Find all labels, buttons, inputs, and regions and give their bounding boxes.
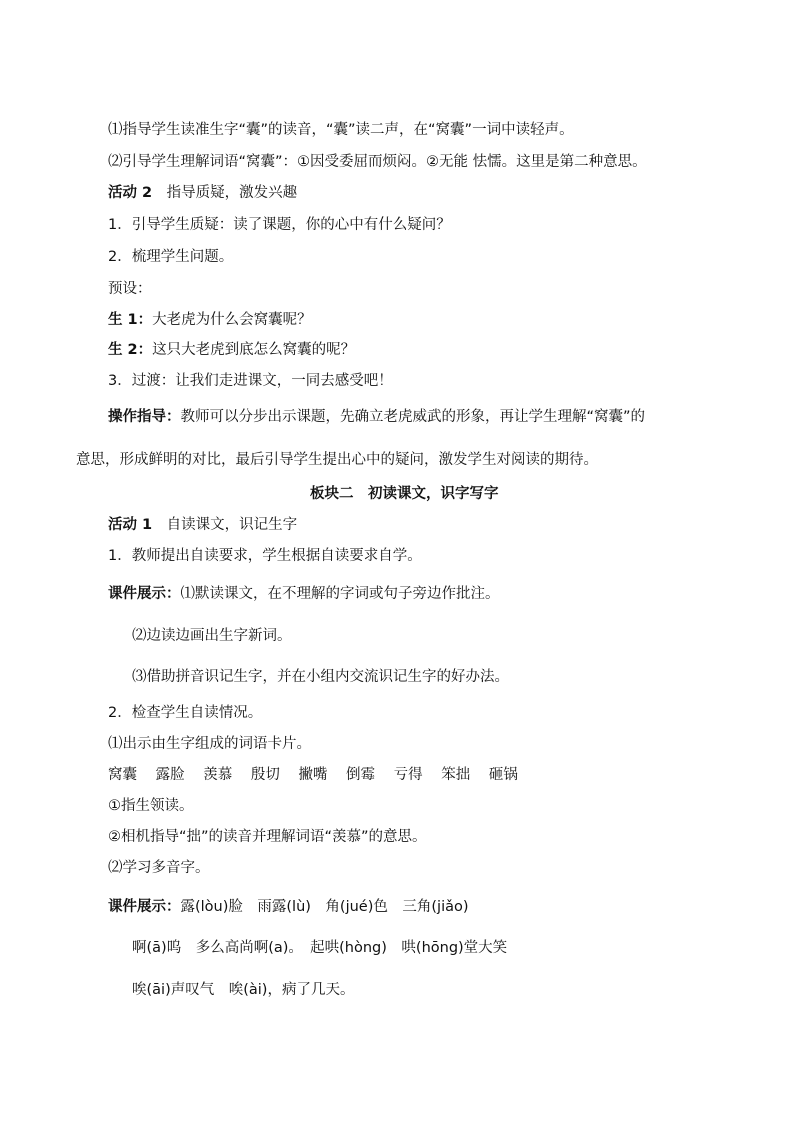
word-card: 殷切 <box>250 767 280 783</box>
text-line: ⑴指导学生读准生字“囊”的读音，“囊”读二声，在“窝囊”一词中读轻声。 <box>108 122 574 138</box>
text-line: ⑵学习多音字。 <box>108 860 210 876</box>
activity-heading <box>108 515 297 535</box>
word-card: 撇嘴 <box>298 767 328 783</box>
text-line: ①指生领读。 <box>108 798 194 814</box>
activity-title: 自读课文，识记生字 <box>152 517 298 533</box>
activity-label: 活动 2 <box>108 185 153 201</box>
question-text: 这只大老虎到底怎么窝囊的呢？ <box>152 342 356 358</box>
word-card: 笨拙 <box>441 767 471 783</box>
word-card-row <box>108 765 532 785</box>
courseware-line <box>108 897 469 917</box>
courseware-line <box>108 584 500 604</box>
text-line: ⑵引导学生理解词语“窝囊”：①因受委屈而烦闷。②无能 怯懦。这里是第二种意思。 <box>108 154 647 170</box>
text-line: 预设： <box>108 281 152 297</box>
word-card: 窝囊 <box>108 767 137 783</box>
text-line: 意思，形成鲜明的对比，最后引导学生提出心中的疑问，激发学生对阅读的期待。 <box>76 452 598 468</box>
student-question <box>108 310 312 330</box>
text-line: ⑴出示由生字组成的词语卡片。 <box>108 736 311 752</box>
activity-heading <box>108 183 297 203</box>
text-line: 2．检查学生自读情况。 <box>108 705 263 721</box>
text-line: ⑵边读边画出生字新词。 <box>132 628 292 644</box>
text-line: 2．梳理学生问题。 <box>108 249 234 265</box>
activity-label: 活动 1 <box>108 517 153 533</box>
guide-paragraph <box>108 407 645 427</box>
text-line: ②相机指导“拙”的读音并理解词语“羡慕”的意思。 <box>108 829 427 845</box>
text-line: 唉(āi)声叹气 唉(ài)，病了几天。 <box>132 982 355 998</box>
text-line: 3．过渡：让我们走进课文，一同去感受吧！ <box>108 373 393 389</box>
courseware-text: ⑴默读课文，在不理解的字词或句子旁边作批注。 <box>180 586 500 602</box>
guide-text: 教师可以分步出示课题，先确立老虎威武的形象，再让学生理解“窝囊”的 <box>180 409 646 425</box>
question-text: 大老虎为什么会窝囊呢？ <box>152 312 312 328</box>
student-label: 生 2： <box>108 342 153 358</box>
text-line: 1．教师提出自读要求，学生根据自读要求自学。 <box>108 548 422 564</box>
courseware-label: 课件展示： <box>108 586 181 602</box>
word-card: 露脸 <box>155 767 185 783</box>
text-line: 1．引导学生质疑：读了课题，你的心中有什么疑问？ <box>108 217 451 233</box>
text-line: ⑶借助拼音识记生字，并在小组内交流识记生字的好办法。 <box>132 669 509 685</box>
word-card: 倒霉 <box>346 767 376 783</box>
text-line: 啊(ā)呜 多么高尚啊(a)。 起哄(hòng) 哄(hōng)堂大笑 <box>132 940 508 956</box>
courseware-label: 课件展示： <box>108 899 181 915</box>
courseware-text: 露(lòu)脸 雨露(lù) 角(jué)色 三角(jiǎo) <box>180 899 469 915</box>
word-card: 羡慕 <box>203 767 233 783</box>
word-card: 亏得 <box>393 767 423 783</box>
student-question <box>108 340 355 360</box>
guide-label: 操作指导： <box>108 409 181 425</box>
activity-title: 指导质疑，激发兴趣 <box>152 185 298 201</box>
word-card: 砸锅 <box>488 767 518 783</box>
student-label: 生 1： <box>108 312 153 328</box>
section-heading: 板块二 初读课文，识字写字 <box>310 486 499 502</box>
